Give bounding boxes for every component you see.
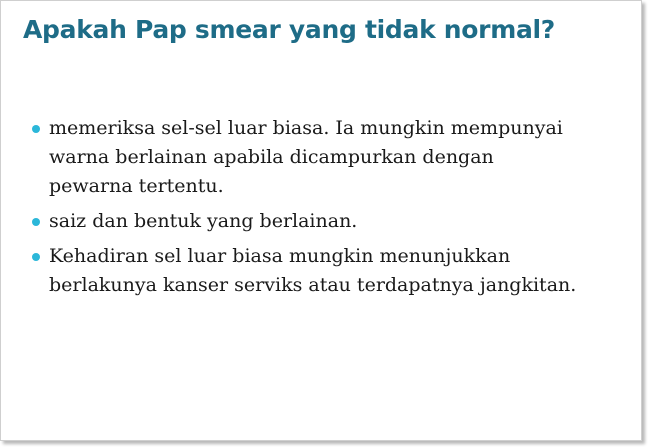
- bullet-line: warna berlainan apabila dicampurkan dengan: [49, 146, 494, 168]
- bullet-item: [33, 114, 633, 201]
- bullet-item: [33, 242, 633, 300]
- bullet-line: memeriksa sel-sel luar biasa. Ia mungkin mempunyai: [49, 117, 563, 139]
- bullet-line: pewarna tertentu.: [49, 175, 224, 197]
- bullet-line: Kehadiran sel luar biasa mungkin menunjukkan: [49, 245, 511, 267]
- slide-title: Apakah Pap smear yang tidak normal?: [23, 15, 555, 44]
- bullet-line: berlakunya kanser serviks atau terdapatnya jangkitan.: [49, 274, 577, 296]
- bullet-dot-icon: [32, 253, 40, 261]
- bullet-line: saiz dan bentuk yang berlainan.: [49, 210, 358, 232]
- bullet-dot-icon: [32, 218, 40, 226]
- bullet-list: [33, 114, 633, 306]
- bullet-dot-icon: [32, 125, 40, 133]
- bullet-item: [33, 207, 633, 236]
